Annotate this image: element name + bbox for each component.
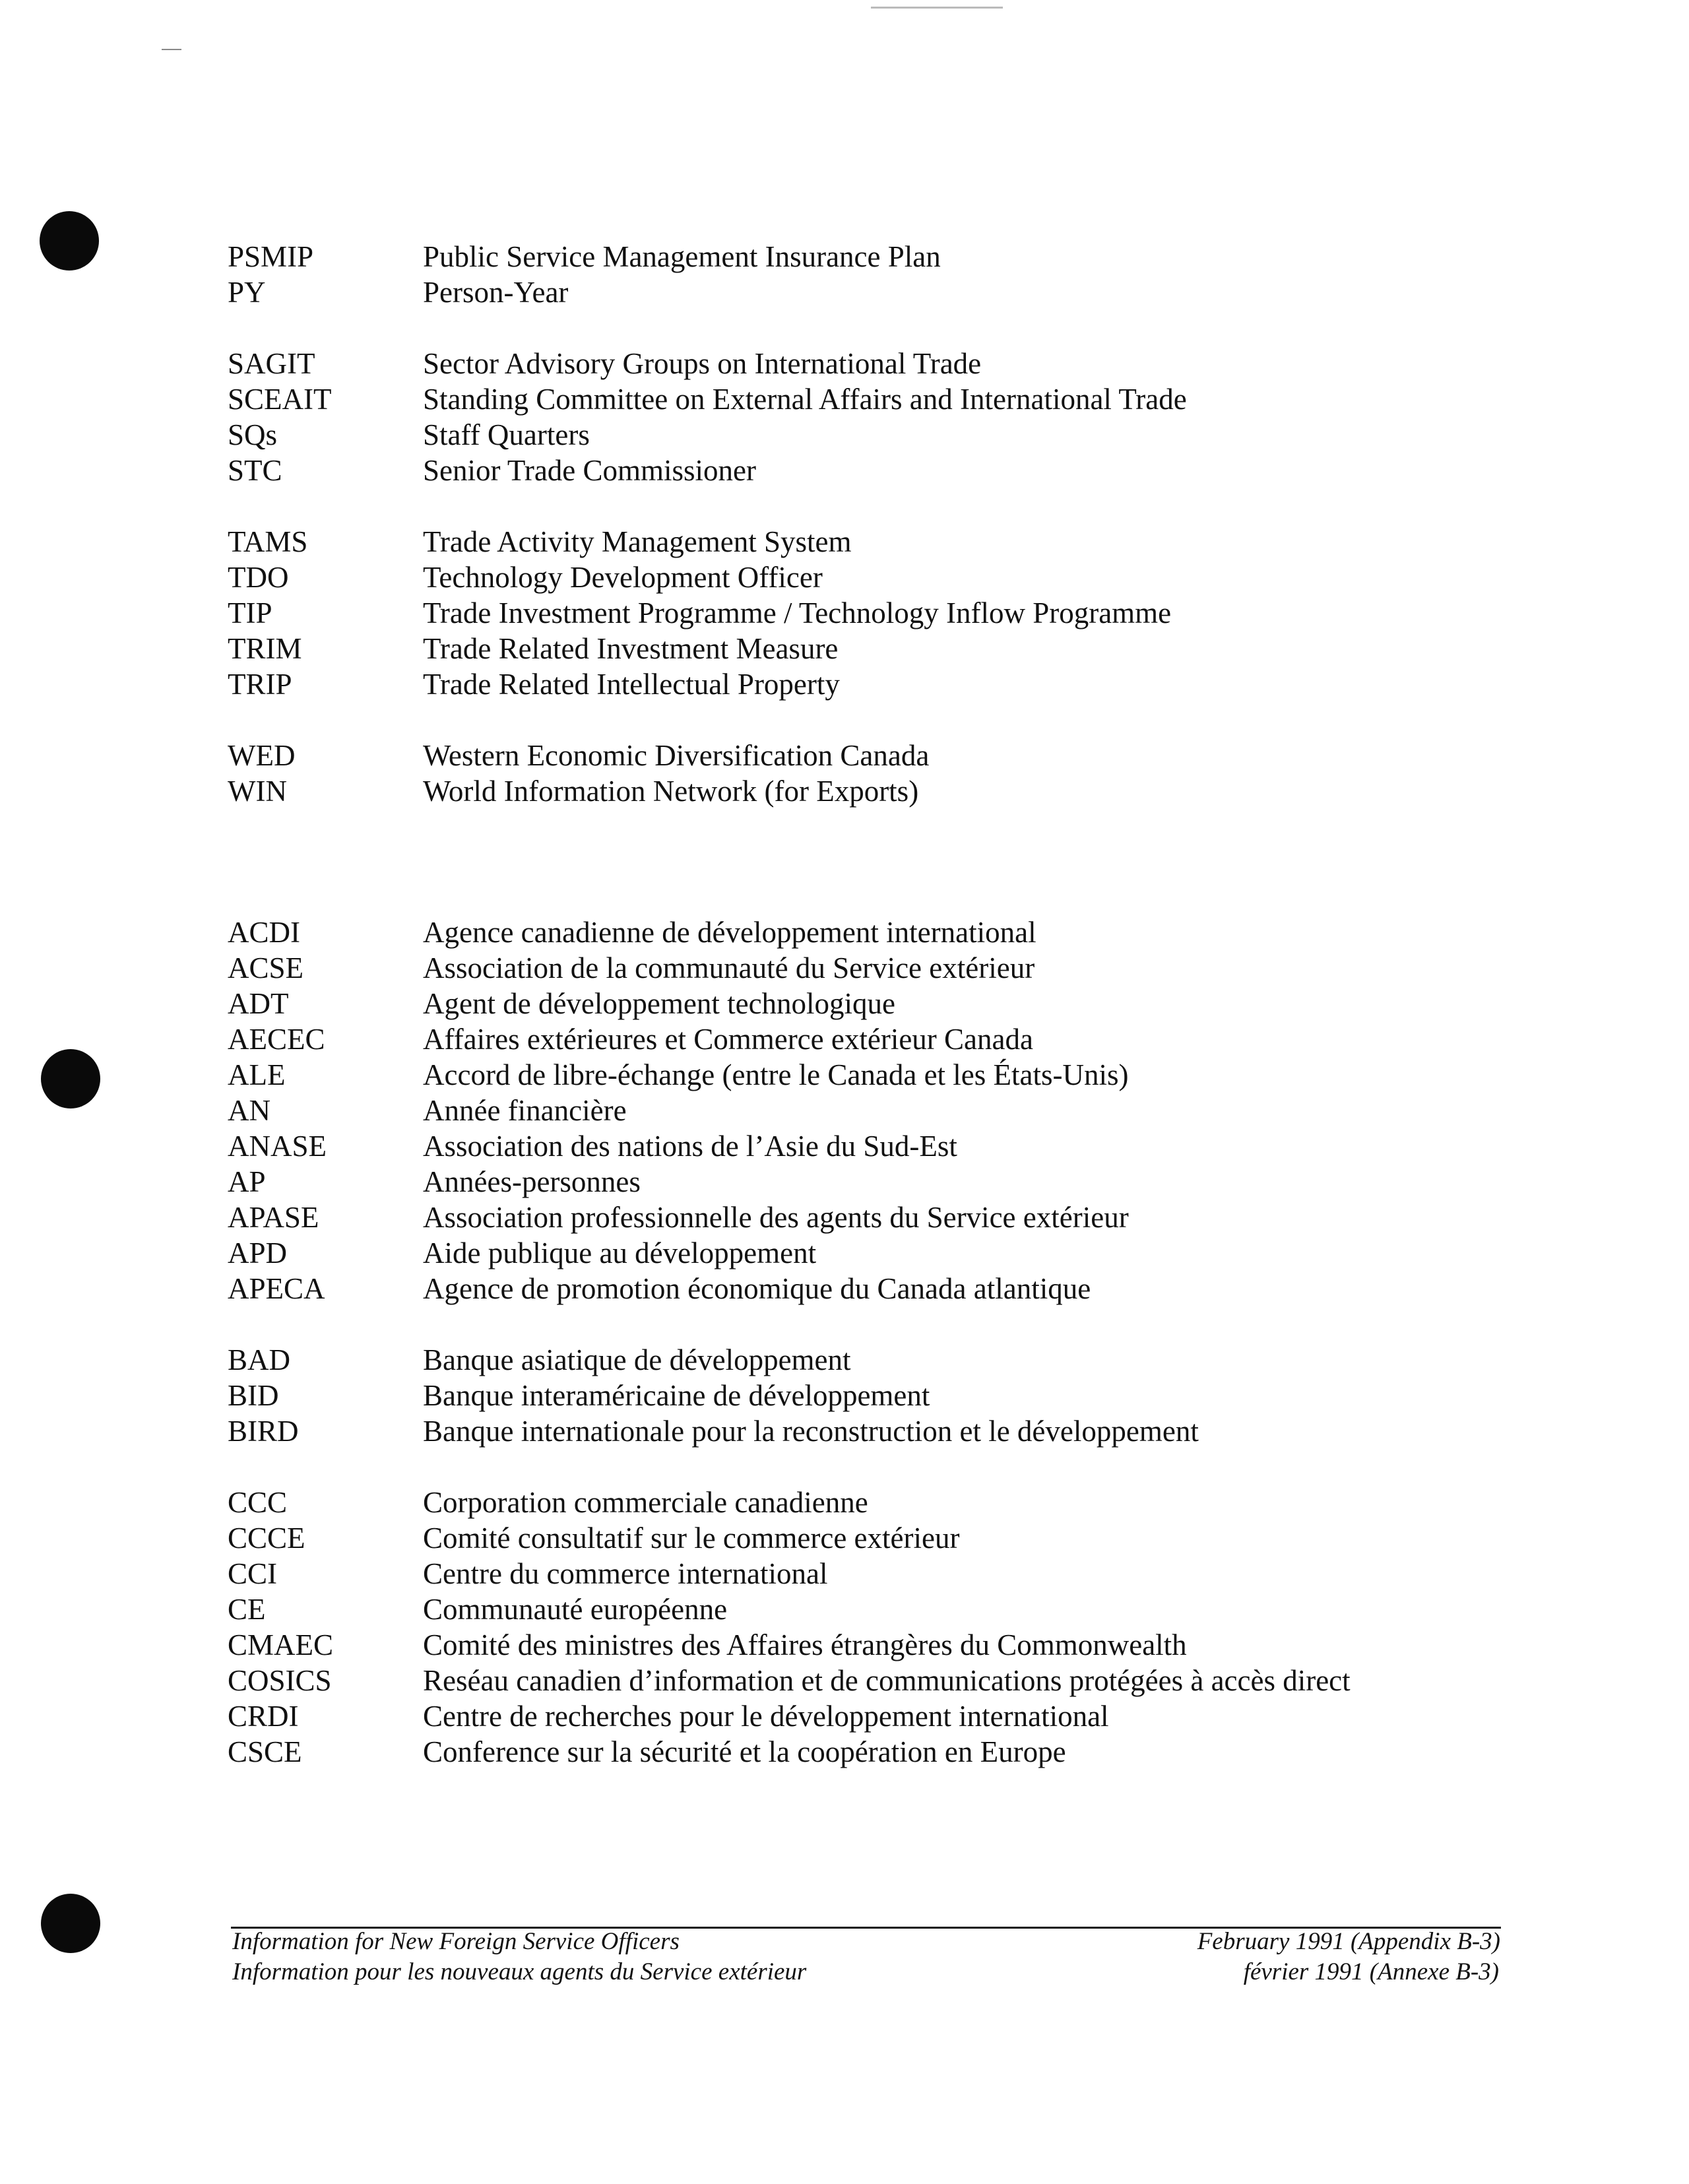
abbreviation-term: CE: [228, 1593, 266, 1626]
punch-hole: [40, 211, 99, 271]
abbreviation-entry: [228, 1734, 1547, 1770]
abbreviation-entry: [228, 346, 1547, 381]
abbreviation-definition: Senior Trade Commissioner: [423, 454, 757, 487]
abbreviation-definition: Western Economic Diversification Canada: [423, 739, 930, 772]
abbreviation-group: [228, 346, 1547, 488]
abbreviation-definition: Banque internationale pour la reconstruction et le développement: [423, 1415, 1199, 1448]
punch-hole: [41, 1894, 100, 1953]
section-french: [228, 915, 1547, 1770]
abbreviation-definition: Comité consultatif sur le commerce extérieur: [423, 1522, 960, 1555]
footer-publication-title-en: Information for New Foreign Service Officers: [232, 1928, 680, 1955]
abbreviation-definition: Banque interaméricaine de développement: [423, 1379, 930, 1412]
abbreviation-entry: [228, 666, 1547, 702]
abbreviation-entry: [228, 1128, 1547, 1164]
abbreviation-entry: [228, 1235, 1547, 1271]
abbreviation-entry: [228, 595, 1547, 631]
abbreviation-definition: Association de la communauté du Service extérieur: [423, 951, 1035, 984]
abbreviation-group: [228, 524, 1547, 702]
abbreviation-definition: Person-Year: [423, 276, 569, 309]
footer-date-fr: février 1991 (Annexe B-3): [1243, 1958, 1499, 1985]
abbreviation-term: SCEAIT: [228, 383, 332, 416]
abbreviation-definition: Communauté européenne: [423, 1593, 728, 1626]
abbreviation-term: ALE: [228, 1058, 286, 1091]
abbreviation-definition: Conference sur la sécurité et la coopération en Europe: [423, 1735, 1066, 1768]
abbreviation-entry: [228, 1378, 1547, 1413]
footer-date-en: February 1991 (Appendix B-3): [1197, 1928, 1500, 1955]
abbreviation-term: COSICS: [228, 1664, 332, 1697]
abbreviation-term: BAD: [228, 1343, 291, 1376]
abbreviation-entry: [228, 1698, 1547, 1734]
abbreviation-term: SAGIT: [228, 347, 315, 380]
abbreviation-entry: [228, 1556, 1547, 1591]
abbreviation-term: CCC: [228, 1486, 288, 1519]
abbreviation-definition: Agence canadienne de développement international: [423, 916, 1036, 949]
abbreviation-entry: [228, 915, 1547, 950]
abbreviation-group: [228, 1485, 1547, 1770]
abbreviation-definition: Public Service Management Insurance Plan: [423, 240, 941, 273]
abbreviation-term: CCCE: [228, 1522, 305, 1555]
abbreviation-definition: Trade Related Intellectual Property: [423, 668, 840, 701]
abbreviation-definition: World Information Network (for Exports): [423, 775, 919, 808]
footer-row-french: [232, 1957, 1500, 1987]
abbreviation-definition: Association des nations de l’Asie du Sud-Est: [423, 1130, 957, 1163]
abbreviation-term: CRDI: [228, 1700, 299, 1733]
abbreviation-group: [228, 239, 1547, 310]
abbreviation-entry: [228, 453, 1547, 488]
abbreviation-definition: Staff Quarters: [423, 418, 590, 451]
abbreviation-definition: Banque asiatique de développement: [423, 1343, 851, 1376]
abbreviation-term: STC: [228, 454, 282, 487]
abbreviation-entry: [228, 1021, 1547, 1057]
abbreviation-list: [228, 239, 1547, 1770]
abbreviation-entry: [228, 524, 1547, 560]
abbreviation-definition: Affaires extérieures et Commerce extérieur Canada: [423, 1023, 1033, 1056]
abbreviation-term: ANASE: [228, 1130, 327, 1163]
abbreviation-definition: Comité des ministres des Affaires étrangères du Commonwealth: [423, 1628, 1187, 1661]
abbreviation-entry: [228, 950, 1547, 986]
abbreviation-term: ADT: [228, 987, 289, 1020]
abbreviation-entry: [228, 773, 1547, 809]
abbreviation-term: SQs: [228, 418, 278, 451]
abbreviation-entry: [228, 1413, 1547, 1449]
abbreviation-entry: [228, 631, 1547, 666]
abbreviation-entry: [228, 1485, 1547, 1520]
abbreviation-entry: [228, 1663, 1547, 1698]
abbreviation-definition: Trade Activity Management System: [423, 525, 852, 558]
abbreviation-entry: [228, 381, 1547, 417]
abbreviation-term: PSMIP: [228, 240, 314, 273]
abbreviation-term: TAMS: [228, 525, 308, 558]
abbreviation-entry: [228, 1164, 1547, 1200]
abbreviation-definition: Accord de libre-échange (entre le Canada et les États-Unis): [423, 1058, 1129, 1091]
abbreviation-entry: [228, 738, 1547, 773]
abbreviation-definition: Centre de recherches pour le développement international: [423, 1700, 1109, 1733]
abbreviation-term: TRIM: [228, 632, 302, 665]
abbreviation-group: [228, 738, 1547, 809]
abbreviation-definition: Trade Related Investment Measure: [423, 632, 839, 665]
abbreviation-definition: Agent de développement technologique: [423, 987, 896, 1020]
abbreviation-definition: Agence de promotion économique du Canada atlantique: [423, 1272, 1091, 1305]
abbreviation-term: APD: [228, 1237, 288, 1269]
abbreviation-term: AP: [228, 1165, 266, 1198]
abbreviation-definition: Reséau canadien d’information et de communications protégées à accès direct: [423, 1664, 1351, 1697]
abbreviation-term: APASE: [228, 1201, 319, 1234]
abbreviation-definition: Aide publique au développement: [423, 1237, 817, 1269]
abbreviation-entry: [228, 417, 1547, 453]
abbreviation-definition: Année financière: [423, 1094, 627, 1127]
abbreviation-entry: [228, 1200, 1547, 1235]
abbreviation-definition: Technology Development Officer: [423, 561, 823, 594]
abbreviation-group: [228, 915, 1547, 1306]
abbreviation-term: TIP: [228, 596, 272, 629]
abbreviation-definition: Corporation commerciale canadienne: [423, 1486, 868, 1519]
abbreviation-entry: [228, 1057, 1547, 1093]
abbreviation-entry: [228, 1591, 1547, 1627]
abbreviation-entry: [228, 239, 1547, 274]
abbreviation-term: BID: [228, 1379, 279, 1412]
abbreviation-entry: [228, 1093, 1547, 1128]
abbreviation-definition: Standing Committee on External Affairs and International Trade: [423, 383, 1187, 416]
abbreviation-term: CSCE: [228, 1735, 302, 1768]
abbreviation-entry: [228, 1271, 1547, 1306]
page-footer: [232, 1927, 1500, 1987]
abbreviation-entry: [228, 1520, 1547, 1556]
abbreviation-term: AECEC: [228, 1023, 325, 1056]
abbreviation-term: WIN: [228, 775, 287, 808]
section-english: [228, 239, 1547, 809]
scan-speck: [871, 7, 1003, 9]
abbreviation-group: [228, 1342, 1547, 1449]
abbreviation-definition: Association professionnelle des agents du Service extérieur: [423, 1201, 1129, 1234]
abbreviation-term: CCI: [228, 1557, 278, 1590]
scan-speck: [162, 49, 181, 50]
abbreviation-entry: [228, 560, 1547, 595]
abbreviation-entry: [228, 1342, 1547, 1378]
abbreviation-term: APECA: [228, 1272, 325, 1305]
abbreviation-term: ACDI: [228, 916, 300, 949]
footer-row-english: [232, 1927, 1500, 1957]
abbreviation-term: ACSE: [228, 951, 304, 984]
abbreviation-definition: Trade Investment Programme / Technology Inflow Programme: [423, 596, 1172, 629]
abbreviation-term: TRIP: [228, 668, 292, 701]
abbreviation-definition: Années-personnes: [423, 1165, 641, 1198]
abbreviation-definition: Sector Advisory Groups on International Trade: [423, 347, 982, 380]
abbreviation-entry: [228, 1627, 1547, 1663]
punch-hole: [41, 1049, 100, 1108]
abbreviation-term: CMAEC: [228, 1628, 334, 1661]
abbreviation-entry: [228, 986, 1547, 1021]
abbreviation-term: PY: [228, 276, 266, 309]
abbreviation-term: BIRD: [228, 1415, 299, 1448]
abbreviation-term: WED: [228, 739, 296, 772]
footer-publication-title-fr: Information pour les nouveaux agents du Service extérieur: [232, 1958, 807, 1985]
abbreviation-term: TDO: [228, 561, 289, 594]
abbreviation-term: AN: [228, 1094, 271, 1127]
abbreviation-definition: Centre du commerce international: [423, 1557, 828, 1590]
abbreviation-entry: [228, 274, 1547, 310]
